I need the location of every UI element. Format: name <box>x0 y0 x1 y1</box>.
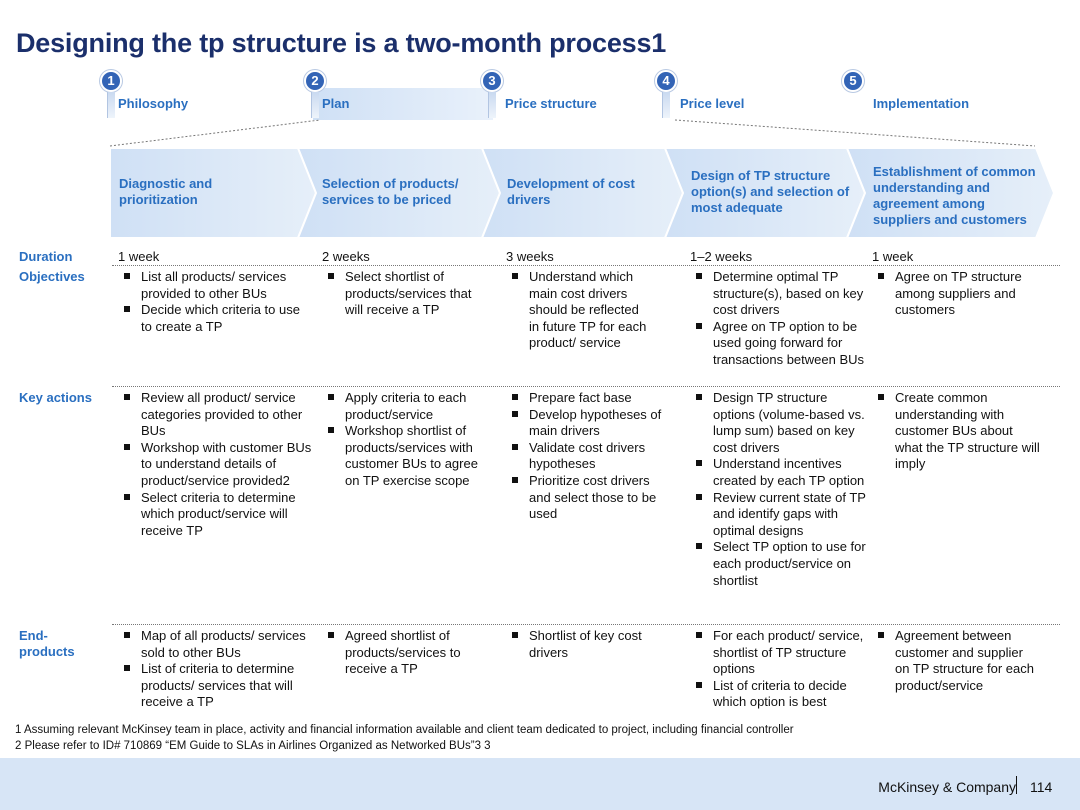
list-item: Workshop shortlist of products/services with customer BUs to agree on TP exercise scope <box>323 423 483 489</box>
end-products-col-3 <box>507 628 667 661</box>
divider-key-actions <box>112 624 1060 625</box>
footer-separator <box>1016 776 1017 794</box>
step-label: Price level <box>680 96 745 111</box>
list-item: Map of all products/ services sold to other BUs <box>119 628 315 661</box>
list-item: Select TP option to use for each product/service on shortlist <box>691 539 866 589</box>
list-item: Create common understanding with customer BUs about what the TP structure will imply <box>873 390 1043 473</box>
phase-2-label: Selection of products/ services to be priced <box>322 176 459 207</box>
step-number: 3 <box>481 70 503 92</box>
list-item: Design TP structure options (volume-based vs. lump sum) based on key cost drivers <box>691 390 866 456</box>
objectives-col-3 <box>507 269 647 352</box>
phase-5-label: Establishment of common understanding and agreement among suppliers and customers <box>873 164 1036 227</box>
list-item: Understand which main cost drivers should be reflected in future TP for each product/ service <box>507 269 647 352</box>
footnotes <box>15 722 794 754</box>
step-number: 2 <box>304 70 326 92</box>
step-number: 1 <box>100 70 122 92</box>
step-label: Philosophy <box>118 96 189 111</box>
row-label-key-actions: Key actions <box>19 390 92 405</box>
list-item: Determine optimal TP structure(s), based on key cost drivers <box>691 269 866 319</box>
step-label: Plan <box>322 96 350 111</box>
key-actions-col-1 <box>119 390 315 539</box>
duration-3: 3 weeks <box>506 249 554 264</box>
duration-2: 2 weeks <box>322 249 370 264</box>
page-number: 114 <box>1030 779 1053 795</box>
footnote-1: 1 Assuming relevant McKinsey team in place, activity and financial information available and client team dedicated to project, including financial controller <box>15 724 794 736</box>
list-item: Agreement between customer and supplier on TP structure for each product/service <box>873 628 1038 694</box>
duration-5: 1 week <box>872 249 914 264</box>
phase-1-label: Diagnostic and prioritization <box>119 176 213 207</box>
key-actions-col-3 <box>507 390 662 523</box>
list-item: Agree on TP option to be used going forward for transactions between BUs <box>691 319 866 369</box>
row-label-end-products: End-products <box>19 628 75 659</box>
key-actions-col-2 <box>323 390 483 490</box>
objectives-col-5 <box>873 269 1028 319</box>
key-actions-col-5 <box>873 390 1043 473</box>
end-products-col-1 <box>119 628 315 711</box>
duration-1: 1 week <box>118 249 160 264</box>
phase-3-label: Development of cost drivers <box>507 176 635 207</box>
list-item: Prepare fact base <box>507 390 662 407</box>
list-item: Understand incentives created by each TP option <box>691 456 866 489</box>
phase-4-label: Design of TP structure option(s) and selection of most adequate <box>691 168 850 215</box>
footnote-2: 2 Please refer to ID# 710869 “EM Guide to SLAs in Airlines Organized as Networked BUs”3 3 <box>15 740 491 752</box>
divider-objectives <box>112 386 1060 387</box>
page-title: Designing the tp structure is a two-month process1 <box>16 28 667 58</box>
zoom-line-left <box>110 120 320 146</box>
list-item: List of criteria to decide which option is best <box>691 678 866 711</box>
list-item: Select criteria to determine which product/service will receive TP <box>119 490 315 540</box>
step-number: 5 <box>842 70 864 92</box>
list-item: List of criteria to determine products/ services that will receive a TP <box>119 661 315 711</box>
end-products-col-4 <box>691 628 866 711</box>
list-item: Develop hypotheses of main drivers <box>507 407 662 440</box>
list-item: Agreed shortlist of products/services to receive a TP <box>323 628 483 678</box>
list-item: Validate cost drivers hypotheses <box>507 440 662 473</box>
list-item: Apply criteria to each product/service <box>323 390 483 423</box>
objectives-col-4 <box>691 269 866 369</box>
objectives-col-2 <box>323 269 493 319</box>
list-item: Review all product/ service categories provided to other BUs <box>119 390 315 440</box>
divider-duration <box>112 265 1060 266</box>
list-item: Select shortlist of products/services that will receive a TP <box>323 269 493 319</box>
list-item: For each product/ service, shortlist of TP structure options <box>691 628 866 678</box>
row-label-objectives: Objectives <box>19 269 85 284</box>
list-item: Decide which criteria to use to create a TP <box>119 302 311 335</box>
step-label: Price structure <box>505 96 597 111</box>
list-item: Review current state of TP and identify gaps with optimal designs <box>691 490 866 540</box>
end-products-col-5 <box>873 628 1038 694</box>
end-products-col-2 <box>323 628 483 678</box>
list-item: Workshop with customer BUs to understand details of product/service provided2 <box>119 440 315 490</box>
row-label-duration: Duration <box>19 249 73 264</box>
zoom-line-right <box>675 120 1035 146</box>
duration-4: 1–2 weeks <box>690 249 753 264</box>
list-item: Shortlist of key cost drivers <box>507 628 667 661</box>
brand-name: McKinsey & Company <box>878 779 1016 795</box>
step-label: Implementation <box>873 96 970 111</box>
objectives-col-1 <box>119 269 311 335</box>
list-item: Prioritize cost drivers and select those to be used <box>507 473 662 523</box>
step-number: 4 <box>655 70 677 92</box>
key-actions-col-4 <box>691 390 866 589</box>
list-item: List all products/ services provided to other BUs <box>119 269 311 302</box>
list-item: Agree on TP structure among suppliers and customers <box>873 269 1028 319</box>
